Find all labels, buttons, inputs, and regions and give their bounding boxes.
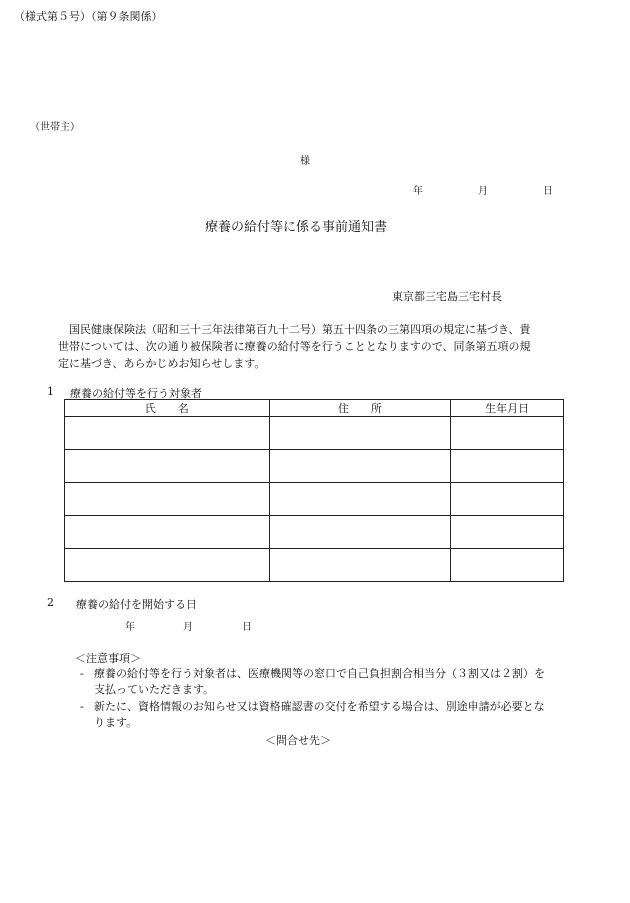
start-month: 月 — [183, 622, 193, 633]
targets-table — [64, 399, 564, 582]
honorific: 様 — [300, 156, 310, 167]
householder-label: （世帯主） — [30, 122, 80, 133]
start-year: 年 — [125, 622, 135, 633]
address-cell — [269, 417, 451, 450]
document-title: 療養の給付等に係る事前通知書 — [205, 220, 388, 235]
date-year: 年 — [413, 186, 423, 197]
note-item — [80, 699, 550, 731]
address-cell — [269, 483, 451, 516]
name-cell — [65, 417, 270, 450]
column-header-name: 氏 名 — [65, 400, 270, 417]
section1-heading: 療養の給付等を行う対象者 — [70, 387, 202, 400]
section1-number: 1 — [47, 385, 54, 398]
address-cell — [269, 549, 451, 582]
birthdate-cell — [451, 549, 564, 582]
bullet-dash-icon: - — [80, 700, 84, 713]
notes-heading: ＜注意事項＞ — [75, 652, 141, 665]
table-row — [65, 417, 564, 450]
form-number: （様式第５号）（第９条関係） — [14, 10, 163, 23]
column-header-birthdate: 生年月日 — [451, 400, 564, 417]
date-day: 日 — [543, 186, 553, 197]
birthdate-cell — [451, 417, 564, 450]
table-row — [65, 516, 564, 549]
bullet-dash-icon: - — [80, 667, 84, 680]
table-header-row — [65, 400, 564, 417]
note-text: 療養の給付等を行う対象者は、医療機関等の窓口で自己負担割合相当分（３割又は２割）を支払っていただきます。 — [94, 667, 545, 696]
contact-heading: ＜問合せ先＞ — [265, 734, 331, 747]
issuer: 東京都三宅島三宅村長 — [392, 290, 502, 303]
name-cell — [65, 549, 270, 582]
address-cell — [269, 516, 451, 549]
body-paragraph: 国民健康保険法（昭和三十三年法律第百九十二号）第五十四条の三第四項の規定に基づき、貴世帯については、次の通り被保険者に療養の給付等を行うこととなりますので、同条第五項の規定に基づき、あらかじめお知らせします。 — [58, 323, 531, 370]
section2-heading: 療養の給付を開始する日 — [76, 598, 197, 611]
birthdate-cell — [451, 516, 564, 549]
name-cell — [65, 483, 270, 516]
table-row — [65, 549, 564, 582]
note-text: 新たに、資格情報のお知らせ又は資格確認書の交付を希望する場合は、別途申請が必要となります。 — [94, 700, 545, 729]
column-header-address: 住 所 — [269, 400, 451, 417]
table-row — [65, 483, 564, 516]
address-cell — [269, 450, 451, 483]
table-row — [65, 450, 564, 483]
note-item — [80, 666, 550, 698]
section2-number: 2 — [47, 596, 54, 609]
birthdate-cell — [451, 450, 564, 483]
date-month: 月 — [478, 186, 488, 197]
birthdate-cell — [451, 483, 564, 516]
start-day: 日 — [242, 622, 252, 633]
name-cell — [65, 516, 270, 549]
name-cell — [65, 450, 270, 483]
